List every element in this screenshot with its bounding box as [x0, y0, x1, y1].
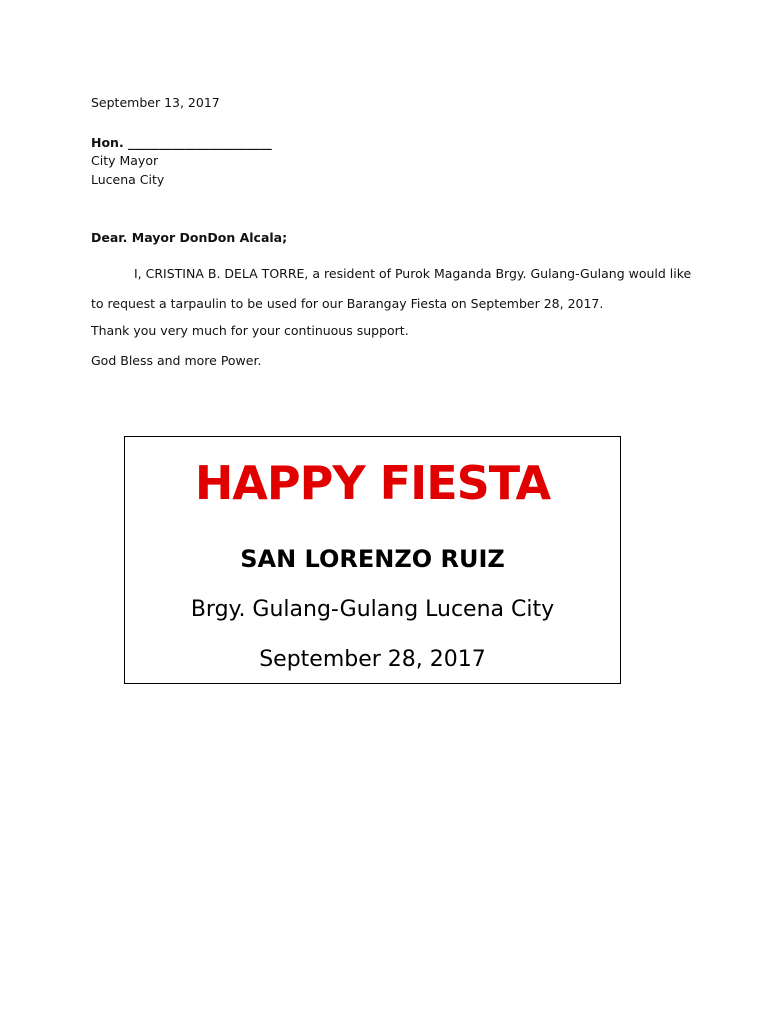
- recipient-city: Lucena City: [91, 172, 165, 187]
- tarpaulin-place: Brgy. Gulang-Gulang Lucena City: [190, 597, 555, 622]
- recipient-honorific-line: Hon. _______________________: [91, 135, 272, 150]
- letter-date: September 13, 2017: [91, 95, 220, 110]
- tarpaulin-patron-saint: SAN LORENZO RUIZ: [240, 545, 505, 573]
- tarpaulin-title: HAPPY FIESTA: [194, 456, 551, 510]
- tarpaulin-design-box: [124, 436, 621, 684]
- salutation: Dear. Mayor DonDon Alcala;: [91, 230, 288, 245]
- body-paragraph-line-2: to request a tarpaulin to be used for our Barangay Fiesta on September 28, 2017.: [91, 296, 604, 311]
- body-paragraph-line-1: I, CRISTINA B. DELA TORRE, a resident of Purok Maganda Brgy. Gulang-Gulang would like: [134, 266, 692, 281]
- body-paragraph-line-4: God Bless and more Power.: [91, 353, 262, 368]
- tarpaulin-date: September 28, 2017: [259, 647, 486, 672]
- body-paragraph-line-3: Thank you very much for your continuous support.: [91, 323, 409, 338]
- recipient-position: City Mayor: [91, 153, 159, 168]
